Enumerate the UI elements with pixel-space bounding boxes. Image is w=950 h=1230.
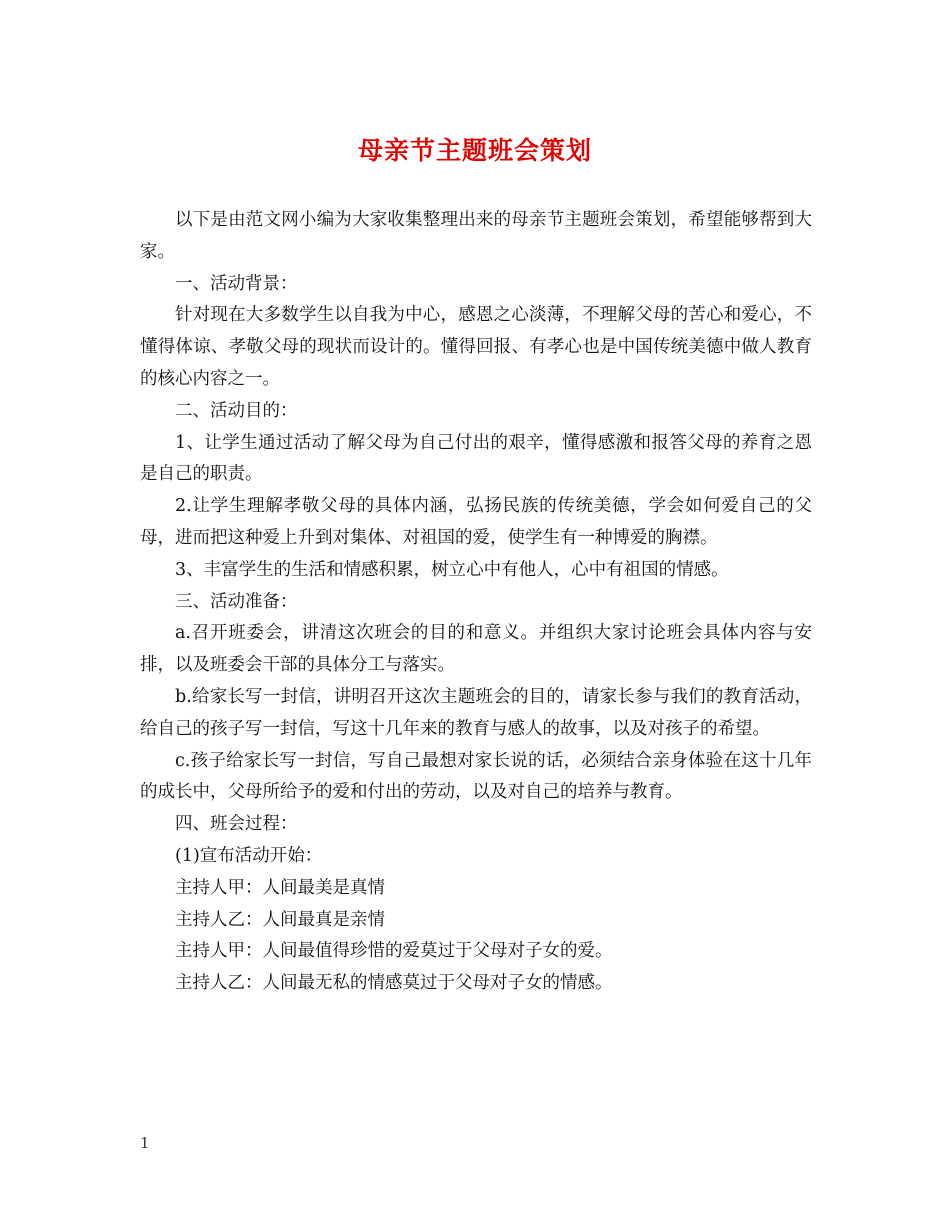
heading-preparation: 三、活动准备： bbox=[175, 591, 298, 612]
paragraph-purpose-2: 2.让学生理解孝敬父母的具体内涵，弘扬民族的传统美德，学会如何爱自己的父母，进而把这种爱上升到对集体、对祖国的爱，使学生有一种博爱的胸襟。 bbox=[140, 496, 812, 548]
paragraph-preparation-b: b.给家长写一封信，讲明召开这次主题班会的目的，请家长参与我们的教育活动，给自己的孩子写一封信，写这十几年来的教育与感人的故事，以及对孩子的希望。 bbox=[140, 686, 812, 739]
paragraph-preparation-a: a.召开班委会，讲清这次班会的目的和意义。并组织大家讨论班会具体内容与安排，以及班委会干部的具体分工与落实。 bbox=[140, 623, 812, 676]
paragraph-purpose-1: 1、让学生通过活动了解父母为自己付出的艰辛，懂得感激和报答父母的养育之恩是自己的职责。 bbox=[140, 432, 812, 485]
heading-process: 四、班会过程： bbox=[175, 814, 298, 835]
paragraph-purpose-3: 3、丰富学生的生活和情感积累，树立心中有他人，心中有祖国的情感。 bbox=[175, 559, 729, 580]
heading-purpose: 二、活动目的： bbox=[175, 400, 298, 421]
document-body bbox=[140, 205, 812, 1000]
paragraph-background: 针对现在大多数学生以自我为中心，感恩之心淡薄，不理解父母的苦心和爱心，不懂得体谅、孝敬父母的现状而设计的。懂得回报、有孝心也是中国传统美德中做人教育的核心内容之一。 bbox=[140, 305, 812, 389]
paragraph-intro: 以下是由范文网小编为大家收集整理出来的母亲节主题班会策划，希望能够帮到大家。 bbox=[140, 210, 812, 262]
heading-background: 一、活动背景： bbox=[175, 273, 298, 294]
dialogue-line: 主持人甲：人间最美是真情 bbox=[175, 877, 385, 898]
dialogue-line: 主持人甲：人间最值得珍惜的爱莫过于父母对子女的爱。 bbox=[175, 941, 613, 962]
paragraph-process-1: (1)宣布活动开始： bbox=[175, 845, 323, 866]
dialogue-line: 主持人乙：人间最真是亲情 bbox=[175, 909, 385, 930]
paragraph-preparation-c: c.孩子给家长写一封信，写自己最想对家长说的话，必须结合亲身体验在这十几年的成长中，父母所给予的爱和付出的劳动，以及对自己的培养与教育。 bbox=[140, 750, 812, 803]
document-title: 母亲节主题班会策划 bbox=[357, 136, 592, 165]
page-number: 1 bbox=[140, 1134, 150, 1152]
dialogue-line: 主持人乙：人间最无私的情感莫过于父母对子女的情感。 bbox=[175, 973, 613, 994]
